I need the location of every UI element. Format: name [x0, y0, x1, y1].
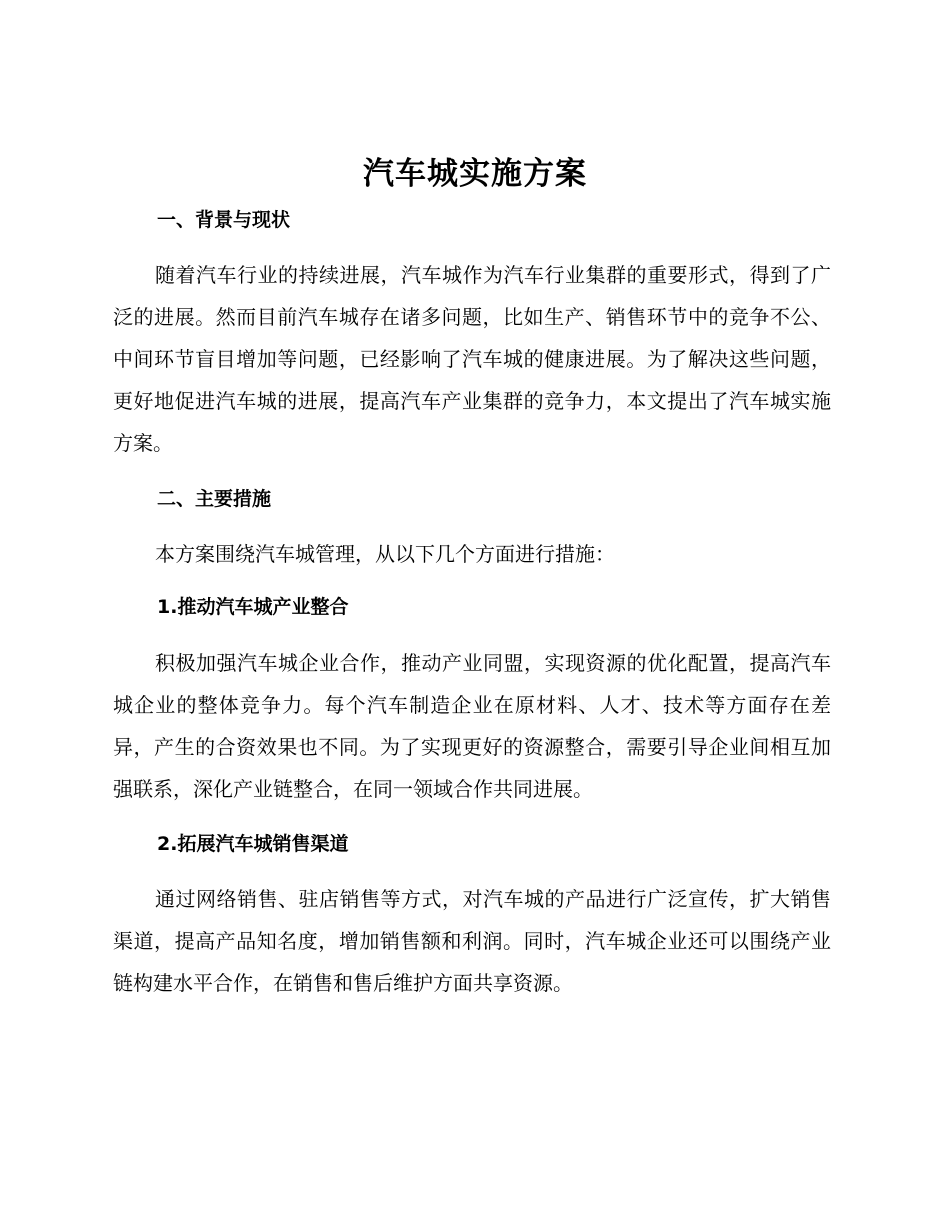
background-paragraph: 随着汽车行业的持续进展，汽车城作为汽车行业集群的重要形式，得到了广泛的进展。然而目前汽车城存在诸多问题，比如生产、销售环节中的竞争不公、中间环节盲目增加等问题，已经影响了汽车城的健康进展。为了解决这些问题，更好地促进汽车城的进展，提高汽车产业集群的竞争力，本文提出了汽车城实施方案。 [113, 263, 831, 455]
section-heading-measures: 二、主要措施 [157, 488, 272, 510]
measures-intro-paragraph: 本方案围绕汽车城管理，从以下几个方面进行措施： [155, 542, 615, 566]
section-heading-background: 一、背景与现状 [157, 209, 291, 231]
industry-integration-paragraph: 积极加强汽车城企业合作，推动产业同盟，实现资源的优化配置，提高汽车城企业的整体竞争力。每个汽车制造企业在原材料、人才、技术等方面存在差异，产生的合资效果也不同。为了实现更好的资源整合，需要引导企业间相互加强联系，深化产业链整合，在同一领域合作共同进展。 [113, 651, 831, 801]
subsection-heading-industry-integration: 1.推动汽车城产业整合 [157, 596, 349, 618]
document-title: 汽车城实施方案 [363, 156, 587, 192]
subsection-heading-sales-channels: 2.拓展汽车城销售渠道 [157, 833, 349, 855]
sales-channels-paragraph: 通过网络销售、驻店销售等方式，对汽车城的产品进行广泛宣传，扩大销售渠道，提高产品知名度，增加销售额和利润。同时，汽车城企业还可以围绕产业链构建水平合作，在销售和售后维护方面共享资源。 [113, 887, 831, 995]
